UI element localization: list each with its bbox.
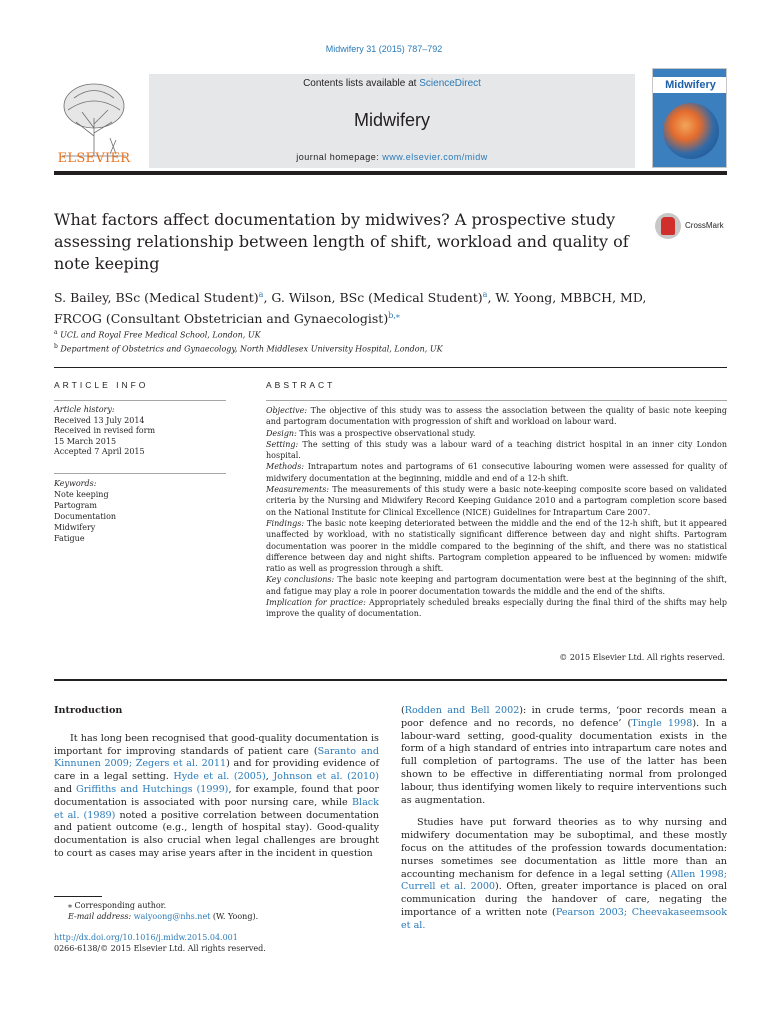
cover-artwork bbox=[663, 103, 719, 159]
introduction-paragraph-1-cont bbox=[401, 705, 727, 807]
keyword-items bbox=[54, 489, 226, 544]
affiliations bbox=[54, 327, 654, 354]
introduction-paragraph-2 bbox=[401, 817, 727, 932]
doi-link[interactable]: http://dx.doi.org/10.1016/j.midw.2015.04.001 bbox=[54, 933, 238, 942]
body-text: ). Often, greater importance is placed on oral communication during the handover of care, negating the importance of a written note ( bbox=[401, 881, 727, 918]
abstract-section-label: Findings: bbox=[266, 518, 305, 528]
keyword: Note keeping bbox=[54, 490, 109, 499]
article-info-heading: ARTICLE INFO bbox=[54, 380, 149, 390]
author-separator: , bbox=[487, 290, 496, 306]
body-column-right bbox=[401, 705, 727, 933]
elsevier-wordmark: ELSEVIER bbox=[57, 151, 131, 166]
doi-block bbox=[54, 932, 379, 954]
affiliation-mark: a bbox=[54, 329, 58, 336]
author-separator: , bbox=[263, 290, 272, 306]
article-title: What factors affect documentation by midwives? A prospective study assessing relationship between length of shift, workload and quality of note keeping bbox=[54, 210, 629, 273]
abstract-section bbox=[266, 405, 727, 428]
abstract-section-text: The objective of this study was to assess the association between the quality of basic note keeping and partogram documentation with progression of shift and workload on labour ward. bbox=[266, 406, 727, 427]
contents-line bbox=[149, 78, 635, 89]
section-heading-introduction: Introduction bbox=[54, 705, 123, 716]
body-text: , for example, found that poor documentation is associated with poor nursing care, while bbox=[54, 783, 379, 808]
reference-link[interactable]: Hyde et al. (2005) bbox=[173, 771, 266, 783]
abstract-section-text: Intrapartum notes and partograms of 61 consecutive labouring women were assessed for quality of midwifery documentation at the beginning, middle and end of a 12-h shift. bbox=[266, 462, 727, 483]
homepage-prefix: journal homepage: bbox=[296, 152, 383, 162]
introduction-paragraph-1 bbox=[54, 733, 379, 861]
body-text: , bbox=[265, 771, 274, 783]
abstract-section bbox=[266, 518, 727, 574]
body-divider bbox=[54, 679, 727, 681]
reference-link[interactable]: Saranto and Kinnunen 2009; Zegers et al. 2011 bbox=[54, 745, 379, 770]
info-divider bbox=[54, 367, 727, 368]
abstract-section-text: Appropriately scheduled breaks especially during the final third of the shifts may help improve the quality of documentation. bbox=[266, 598, 728, 619]
reference-link[interactable]: Allen 1998; Currell et al. 2000 bbox=[401, 868, 728, 893]
journal-citation[interactable]: Midwifery 31 (2015) 787–792 bbox=[325, 44, 443, 54]
crossmark-label: CrossMark bbox=[685, 221, 724, 230]
abstract-section bbox=[266, 428, 727, 439]
keywords-rule bbox=[54, 473, 226, 474]
reference-link[interactable]: Griffiths and Hutchings (1999) bbox=[76, 783, 229, 795]
history-label: Article history: bbox=[54, 405, 115, 414]
abstract-section-text: This was a prospective observational study. bbox=[296, 428, 476, 438]
crossmark-icon bbox=[655, 213, 681, 239]
email-owner: (W. Yoong). bbox=[210, 912, 259, 921]
author-list bbox=[54, 286, 654, 328]
author-email-link[interactable]: waiyoong@nhs.net bbox=[133, 912, 211, 921]
abstract-section-label: Implication for practice: bbox=[266, 598, 366, 608]
body-text: ( bbox=[401, 705, 405, 716]
body-text: ) and for providing evidence of care in a legal setting. bbox=[54, 758, 379, 783]
abstract-section-text: The basic note keeping and partogram documentation were best at the beginning of the shift, and fatigue may play a role in poorer documentation towards the middle and the end of the shifts. bbox=[266, 575, 728, 596]
corresponding-author-text: Corresponding author. bbox=[74, 901, 167, 910]
corresponding-author-note bbox=[54, 900, 379, 911]
crossmark-badge[interactable] bbox=[655, 213, 735, 241]
body-text: ): in crude terms, ‘poor records mean a poor defence and no records, no defence’ ( bbox=[401, 705, 727, 729]
journal-banner bbox=[149, 74, 635, 168]
abstract-section-label: Key conclusions: bbox=[266, 575, 335, 585]
author-affiliation-mark[interactable]: b,⁎ bbox=[388, 311, 400, 321]
journal-header bbox=[54, 68, 727, 170]
affiliation-mark: b bbox=[54, 342, 58, 350]
history-item: Received 13 July 2014 bbox=[54, 415, 145, 425]
abstract-heading: ABSTRACT bbox=[266, 380, 336, 390]
reference-link[interactable]: Black et al. (1989) bbox=[54, 796, 379, 821]
affiliation bbox=[54, 327, 654, 341]
keyword: Fatigue bbox=[54, 534, 85, 543]
header-divider bbox=[54, 171, 727, 175]
abstract-rule bbox=[266, 400, 727, 401]
cover-title: Midwifery bbox=[653, 77, 727, 93]
keyword: Documentation bbox=[54, 512, 117, 521]
author-name: G. Wilson, BSc (Medical Student) bbox=[271, 290, 483, 306]
journal-homepage-link[interactable]: www.elsevier.com/midw bbox=[382, 152, 488, 162]
email-note bbox=[54, 911, 379, 922]
author-affiliation-mark[interactable]: a bbox=[482, 290, 488, 299]
author-name: W. Yoong, MBBCH, MD, FRCOG (Consultant Obstetrician and Gynaecologist) bbox=[54, 290, 647, 327]
abstract-section-label: Design: bbox=[266, 428, 297, 438]
history-item: Received in revised form bbox=[54, 426, 156, 435]
author-name: S. Bailey, BSc (Medical Student) bbox=[54, 290, 259, 306]
affiliation bbox=[54, 341, 654, 355]
abstract-section-text: The setting of this study was a labour ward of a teaching district hospital in an inner city London hospital. bbox=[266, 439, 727, 461]
abstract-section-label: Setting: bbox=[266, 439, 299, 449]
affiliation-text: Department of Obstetrics and Gynaecology, North Middlesex University Hospital, London, UK bbox=[60, 344, 443, 354]
reference-link[interactable]: Rodden and Bell 2002 bbox=[404, 705, 520, 716]
abstract-section-label: Measurements: bbox=[266, 485, 329, 495]
copyright: © 2015 Elsevier Ltd. All rights reserved. bbox=[559, 653, 725, 662]
body-text: ). In a labour-ward setting, good-quality documentation exists in the form of a high standard of entries into intrapartum care notes and full completion of partograms. The use of the latter has been shown to be effective in differentiating normal from prolonged labour, thus identifying women likely to require interventions such as augmentation. bbox=[401, 717, 727, 806]
footnote-marker: ⁎ bbox=[68, 901, 72, 910]
abstract-section-label: Objective: bbox=[266, 406, 308, 415]
body-text: It has long been recognised that good-quality documentation is important for improving standards of patient care ( bbox=[54, 732, 379, 757]
article-info-rule bbox=[54, 400, 226, 401]
history-items bbox=[54, 416, 226, 458]
email-label: E-mail address: bbox=[68, 912, 132, 921]
keywords bbox=[54, 478, 226, 544]
body-text: Studies have put forward theories as to why nursing and midwifery documentation may be suboptimal, and these mostly focus on the attitudes of the profession towards documentation: nurses sometimes see documentation as little more than an accounting mechanism for defence in a legal setting ( bbox=[401, 817, 727, 880]
contents-prefix: Contents lists available at bbox=[303, 78, 420, 89]
journal-name: Midwifery bbox=[353, 110, 430, 130]
abstract-section bbox=[266, 461, 727, 484]
abstract-section bbox=[266, 439, 727, 462]
body-column-left bbox=[54, 705, 379, 861]
abstract-section-text: The measurements of this study were a basic note-keeping composite score based on validated criteria by the Nursing and Midwifery Record Keeping Guidance 2010 and a partogram completion score based on the National Institute for Clinical Excellence (NICE) Guidelines for Intrapartum Care 2007. bbox=[266, 485, 727, 517]
article-history bbox=[54, 405, 226, 458]
body-text: noted a positive correlation between documentation and patient outcome (e.g., length of hospital stay). Good-quality documentation is also crucial when legal challenges are brought to court as cases may arise years after in the incident in question bbox=[54, 809, 379, 859]
history-item: Accepted 7 April 2015 bbox=[54, 447, 145, 456]
abstract-section-text: The basic note keeping deteriorated between the middle and the end of the 12-h shift, but it appeared unaffected by workload, with no statistically significant difference between day and night shifts. Partogram documentation was poorer in the middle compared to the beginning of the shift, and there was no statistical difference between day and night shifts. Partogram completion appeared to be influenced by women: midwife ratio as well as progression through a shift. bbox=[266, 518, 727, 574]
abstract-section-label: Methods: bbox=[266, 462, 305, 472]
sciencedirect-link[interactable]: ScienceDirect bbox=[419, 78, 481, 89]
abstract-section bbox=[266, 484, 727, 518]
reference-link[interactable]: Tingle 1998 bbox=[631, 717, 693, 729]
keyword: Midwifery bbox=[54, 523, 96, 532]
abstract-section bbox=[266, 597, 727, 620]
author-affiliation-mark[interactable]: a bbox=[258, 290, 264, 299]
footnote-rule bbox=[54, 896, 102, 897]
footnotes bbox=[54, 900, 379, 922]
keyword: Partogram bbox=[54, 501, 97, 510]
reference-link[interactable]: Johnson et al. (2010) bbox=[273, 771, 380, 783]
issn-line: 0266-6138/© 2015 Elsevier Ltd. All rights reserved. bbox=[54, 944, 266, 953]
body-text: and bbox=[54, 783, 77, 795]
homepage-line bbox=[149, 152, 635, 162]
history-item: 15 March 2015 bbox=[54, 436, 117, 446]
journal-cover-thumbnail[interactable] bbox=[652, 68, 727, 168]
abstract-body bbox=[266, 405, 727, 620]
reference-link[interactable]: Pearson 2003; Cheevakaseemsook et al. bbox=[401, 906, 728, 931]
keywords-label: Keywords: bbox=[54, 479, 97, 488]
abstract-section bbox=[266, 574, 727, 597]
affiliation-text: UCL and Royal Free Medical School, London, UK bbox=[60, 330, 261, 340]
